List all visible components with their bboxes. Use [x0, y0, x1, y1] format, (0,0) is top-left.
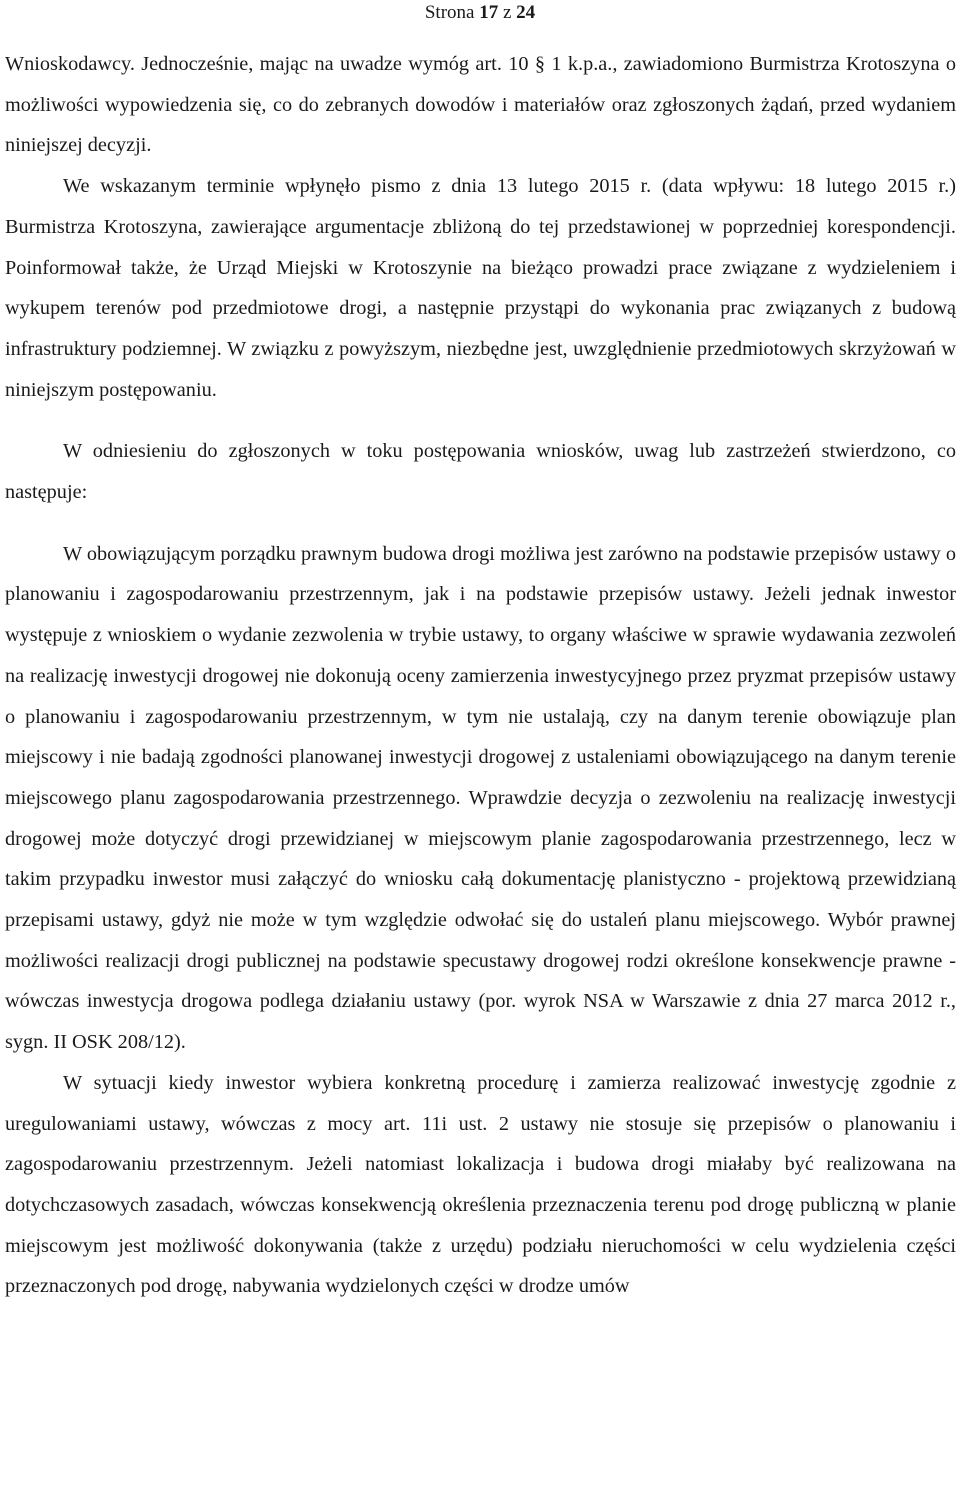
document-body	[5, 44, 956, 1307]
paragraph-burmistrz-letter: We wskazanym terminie wpłynęło pismo z dnia 13 lutego 2015 r. (data wpływu: 18 lutego 2015 r.) Burmistrza Krotoszyna, zawierające argumentacje zbliżoną do tej przedstawionej w poprzedniej korespondencji. Poinformował także, że Urząd Miejski w Krotoszynie na bieżąco prowadzi prace związane z wydzieleniem i wykupem terenów pod przedmiotowe drogi, a następnie przystąpi do wykonania prac związanych z budową infrastruktury podziemnej. W związku z powyższym, niezbędne jest, uwzględnienie przedmiotowych skrzyżowań w niniejszym postępowaniu.	[5, 175, 956, 401]
page-separator: z	[502, 2, 512, 23]
page-total: 24	[516, 2, 536, 23]
page-header	[0, 0, 960, 26]
page-number: 17	[479, 2, 499, 23]
page-label: Strona	[424, 2, 475, 23]
paragraph-findings-intro: W odniesieniu do zgłoszonych w toku postępowania wniosków, uwag lub zastrzeżeń stwierdzono, co następuje:	[5, 440, 956, 504]
paragraph-procedure-choice: W sytuacji kiedy inwestor wybiera konkretną procedurę i zamierza realizować inwestycję zgodnie z uregulowaniami ustawy, wówczas z mocy art. 11i ust. 2 ustawy nie stosuje się przepisów o planowaniu i zagospodarowaniu przestrzennym. Jeżeli natomiast lokalizacja i budowa drogi miałaby być realizowana na dotychczasowych zasadach, wówczas konsekwencją określenia przeznaczenia terenu pod drogę publiczną w planie miejscowym jest możliwość dokonywania (także z urzędu) podziału nieruchomości w celu wydzielenia części przeznaczonych pod drogę, nabywania wydzielonych części w drodze umów	[5, 1071, 956, 1298]
paragraph-legal-basis: W obowiązującym porządku prawnym budowa drogi możliwa jest zarówno na podstawie przepisów ustawy o planowaniu i zagospodarowaniu przestrzennym, jak i na podstawie przepisów ustawy. Jeżeli jednak inwestor występuje z wnioskiem o wydanie zezwolenia w trybie ustawy, to organy właściwe w sprawie wydawania zezwoleń na realizację inwestycji drogowej nie dokonują oceny zamierzenia inwestycyjnego przez pryzmat przepisów ustawy o planowaniu i zagospodarowaniu przestrzennym, w tym nie ustalają, czy na danym terenie obowiązuje plan miejscowy i nie badają zgodności planowanej inwestycji drogowej z ustaleniami obowiązującego na danym terenie miejscowego planu zagospodarowania przestrzennego. Wprawdzie decyzja o zezwoleniu na realizację inwestycji drogowej może dotyczyć drogi przewidzianej w miejscowym planie zagospodarowania przestrzennego, lecz w takim przypadku inwestor musi załączyć do wniosku całą dokumentację planistyczno - projektową przewidzianą przepisami ustawy, gdyż nie może w tym względzie odwołać się do ustaleń planu miejscowego. Wybór prawnej możliwości realizacji drogi publicznej na podstawie specustawy drogowej rodzi określone konsekwencje prawne - wówczas inwestycja drogowa podlega działaniu ustawy (por. wyrok NSA w Warszawie z dnia 27 marca 2012 r., sygn. II OSK 208/12).	[5, 542, 956, 1054]
paragraph-continuation: Wnioskodawcy. Jednocześnie, mając na uwadze wymóg art. 10 § 1 k.p.a., zawiadomiono Burmistrza Krotoszyna o możliwości wypowiedzenia się, co do zebranych dowodów i materiałów oraz zgłoszonych żądań, przed wydaniem niniejszej decyzji.	[5, 53, 956, 157]
